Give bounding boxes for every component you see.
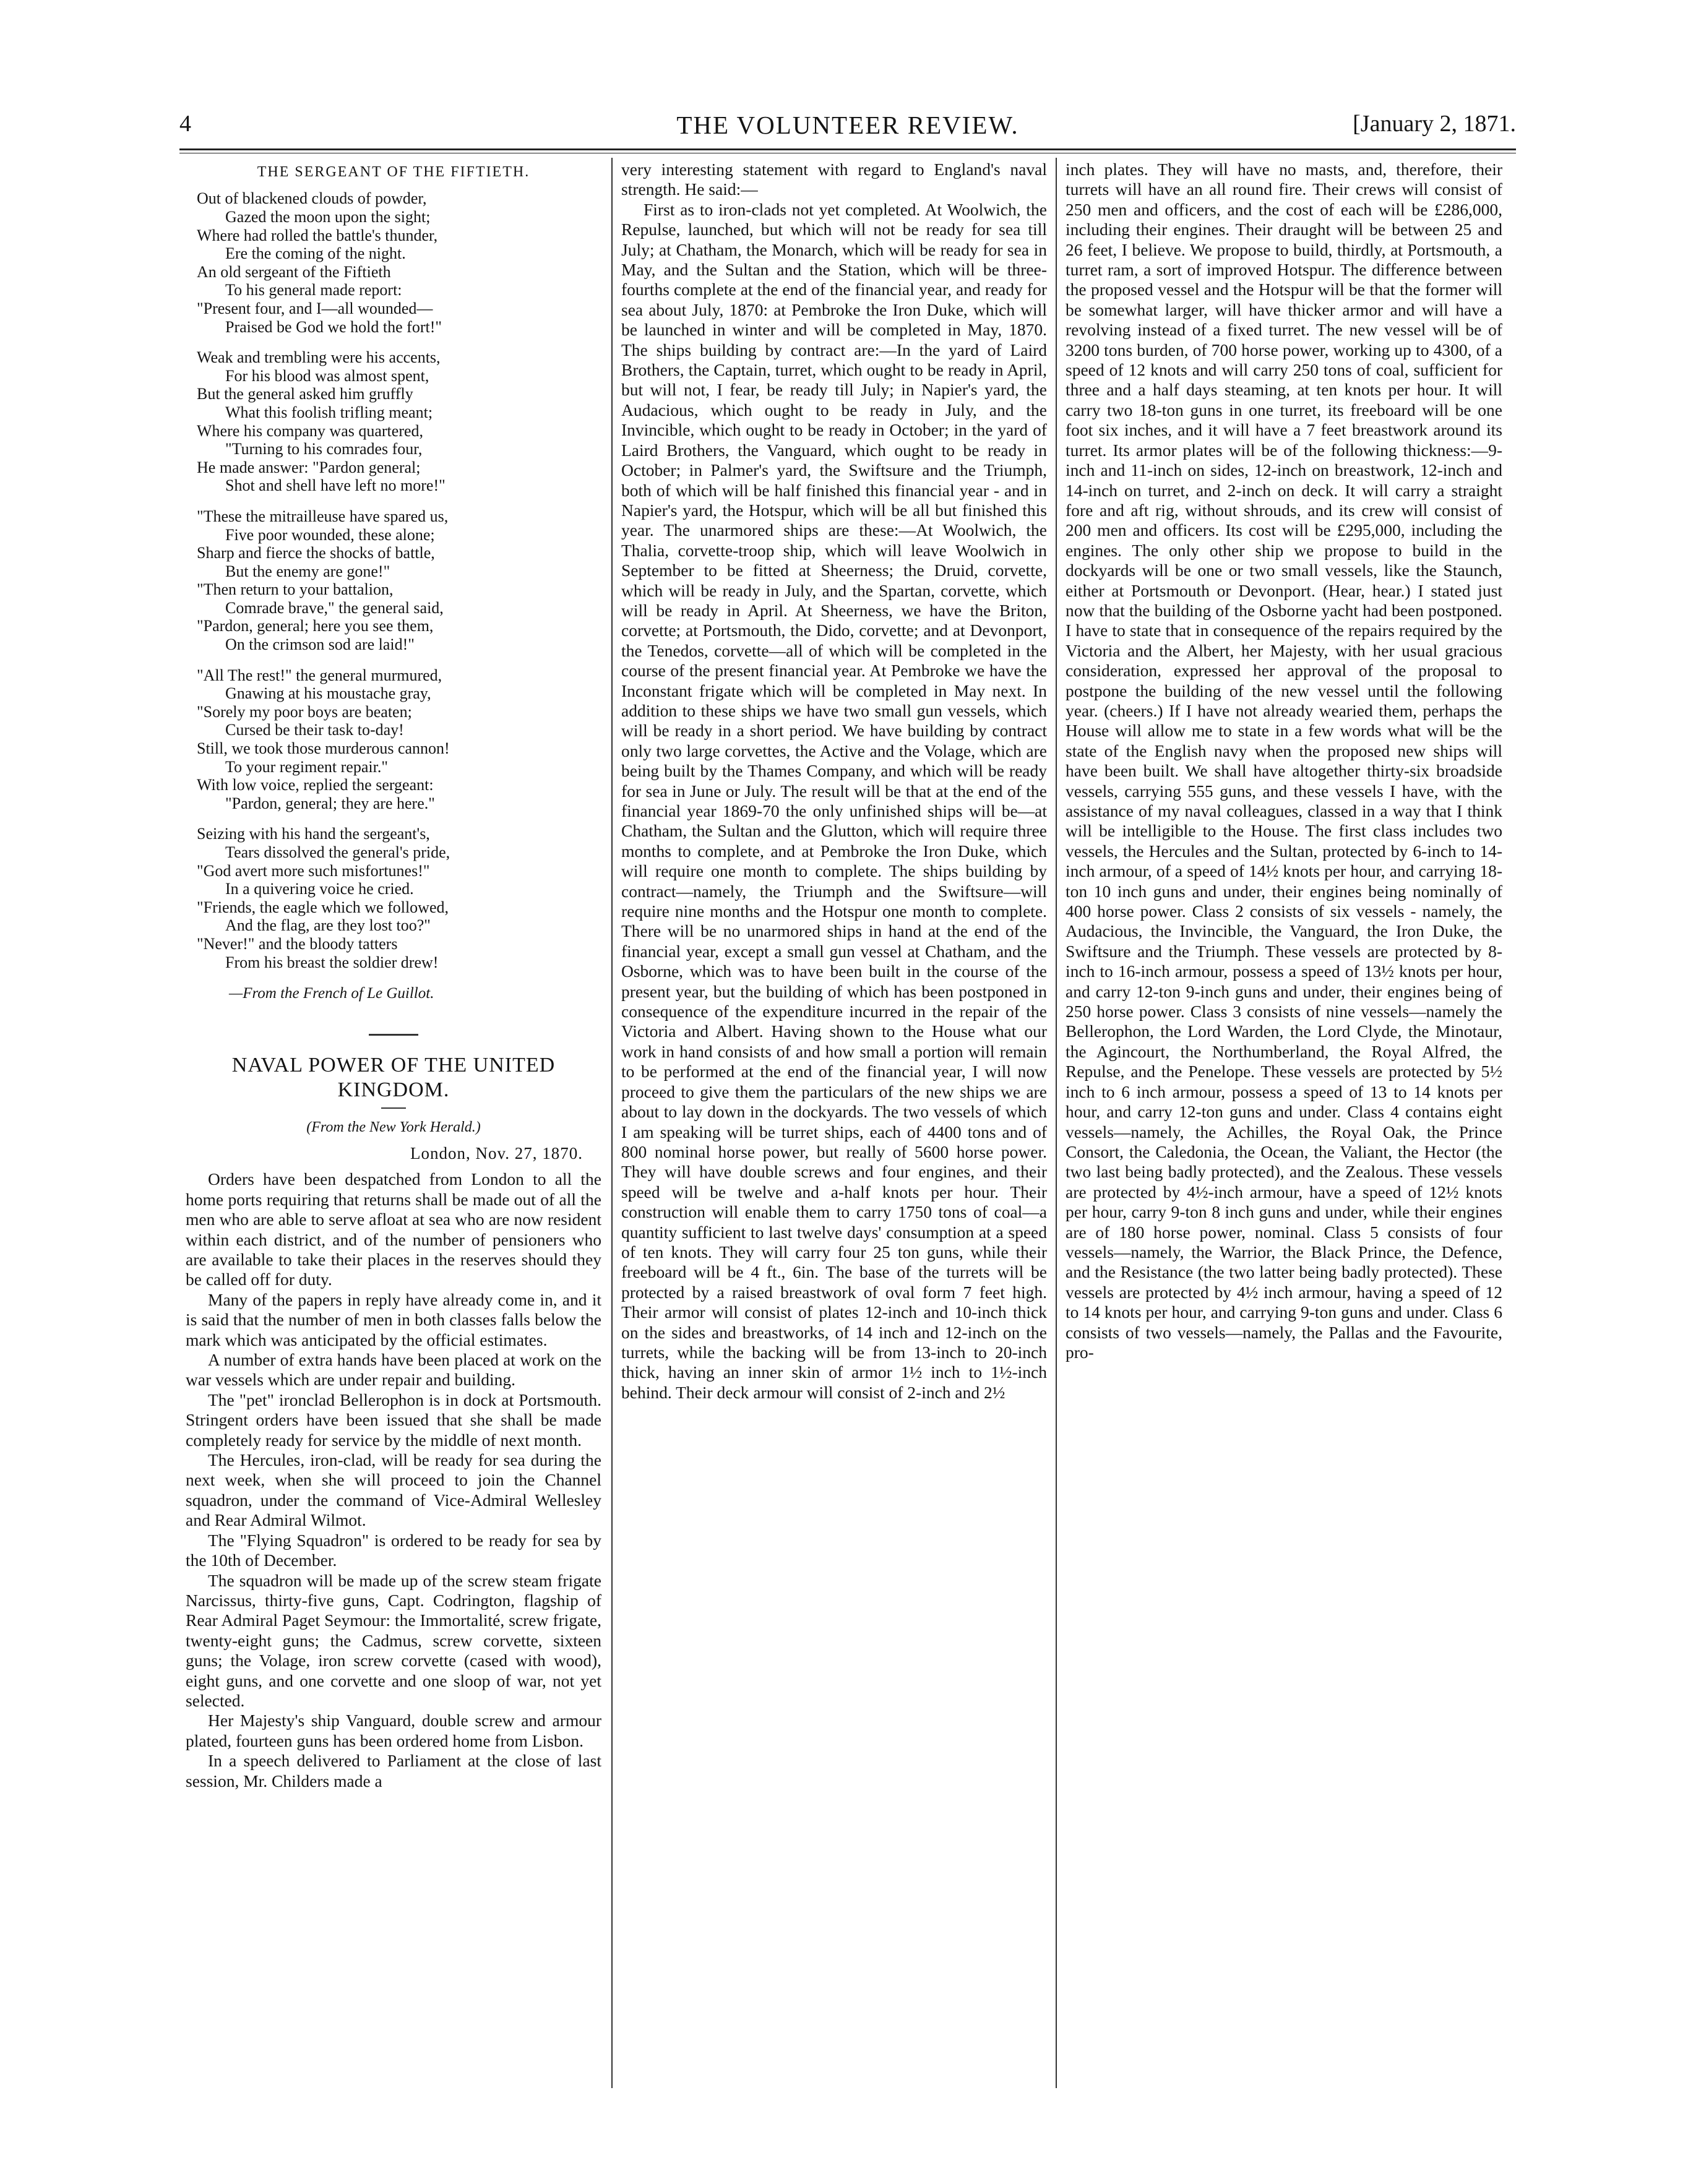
poem-line: Cursed be their task to-day! (225, 721, 404, 739)
poem-line: "Pardon, general; here you see them, (197, 617, 434, 635)
poem-title: THE SERGEANT OF THE FIFTIETH. (257, 164, 530, 180)
poem-line: With low voice, replied the sergeant: (197, 776, 434, 794)
poem-line: "God avert more such misfortunes!" (197, 861, 430, 880)
poem-line: On the crimson sod are laid!" (225, 635, 415, 654)
poem-line: In a quivering voice he cried. (225, 880, 414, 898)
issue-date: [January 2, 1871. (1353, 111, 1516, 137)
poem-stanza-2 (197, 348, 601, 495)
article-paragraph: Orders have been despatched from London to all the home ports requiring that returns shall be made out of all the men who are able to serve afloat at sea who are now resident within each district, and of the number of pensioners who are available to take their places in the reserves should they be called off for duty. (186, 1169, 601, 1289)
poem-line: Seizing with his hand the sergeant's, (197, 825, 430, 843)
article-paragraph-continued: very interesting statement with regard to England's naval strength. He said:— (621, 160, 1047, 199)
article-paragraph: In a speech delivered to Parliament at the close of last session, Mr. Childers made a (186, 1751, 601, 1791)
poem-line: To his general made report: (225, 281, 402, 299)
column-divider-1 (611, 158, 613, 2088)
poem-stanza-4 (197, 666, 601, 813)
poem-stanza-1 (197, 189, 601, 336)
poem-line: Ere the coming of the night. (225, 244, 406, 263)
poem-line: But the general asked him gruffly (197, 385, 413, 403)
article-paragraph: The squadron will be made up of the screw steam frigate Narcissus, thirty-five guns, Capt. Codrington, flagship of Rear Admiral Paget Seymour: the Immortalité, screw frigate, twenty-eight guns; the Cadmus, screw corvette, sixteen guns; the Volage, iron screw corvette (cased with wood), eight guns, and one corvette and one sloop of war, not yet selected. (186, 1570, 601, 1710)
poem-line: And the flag, are they lost too?" (225, 916, 431, 935)
poem-line: Out of blackened clouds of powder, (197, 189, 427, 208)
poem-line: "These the mitrailleuse have spared us, (197, 507, 449, 525)
section-separator (369, 1034, 418, 1036)
poem-line: An old sergeant of the Fiftieth (197, 262, 391, 281)
header-rule-thick (179, 148, 1516, 150)
poem-line: Where his company was quartered, (197, 421, 424, 440)
poem-line: Five poor wounded, these alone; (225, 525, 435, 544)
article-source: (From the New York Herald.) (306, 1119, 481, 1135)
masthead (179, 110, 1516, 147)
column-1 (186, 160, 601, 2084)
poem-line: Still, we took those murderous cannon! (197, 739, 450, 758)
poem-line: Tears dissolved the general's pride, (225, 843, 450, 861)
column-divider-2 (1056, 158, 1057, 2088)
poem-line: "Present four, and I—all wounded— (197, 299, 433, 317)
poem-stanza-5 (197, 825, 601, 971)
poem-line: "All The rest!" the general murmured, (197, 666, 442, 684)
poem-line: "Never!" and the bloody tatters (197, 934, 398, 953)
poem-line: Praised be God we hold the fort!" (225, 317, 442, 336)
poem-line: "Then return to your battalion, (197, 580, 394, 599)
poem-line: But the enemy are gone!" (225, 562, 390, 580)
poem-line: "Sorely my poor boys are beaten; (197, 702, 412, 721)
poem-line: Comrade brave," the general said, (225, 598, 444, 617)
article-title: NAVAL POWER OF THE UNITED KINGDOM. (231, 1053, 556, 1101)
column-3 (1066, 160, 1502, 2084)
poem-line: "Friends, the eagle which we followed, (197, 898, 449, 916)
article-paragraph: First as to iron-clads not yet completed. At Woolwich, the Repulse, launched, but which will not be ready for sea till July; at Chatham, the Monarch, which will be ready for sea in May, and the Sultan and the Station, which will be three-fourths complete at the end of the financial year, and ready for sea about July, 1870: at Pembroke the Iron Duke, which will be launched in winter and will be completed in May, 1870. The ships building by contract are:—In the yard of Laird Brothers, the Captain, turret, which ought to be ready in April, but will not, I fear, be ready till July; in Napier's yard, the Audacious, which ought to be ready in July, and the Invincible, which ought to be ready in October; in the yard of Laird Brothers, the Vanguard, which ought to be ready in October; in Palmer's yard, the Swiftsure and the Triumph, both of which will be half finished this financial year - and in Napier's yard, the Hotspur, which will be all but finished this year. The unarmored ships are these:—At Woolwich, the Thalia, corvette-troop ship, which will leave Woolwich in September to be fitted at Sheerness; the Druid, corvette, which will be ready in July, and the Spartan, corvette, which will be ready in April. At Sheerness, we have the Briton, corvette; at Portsmouth, the Dido, corvette; and at Devonport, the Tenedos, corvette—all of which will be completed in the course of the present financial year. At Pembroke we have the Inconstant frigate which will be completed in May next. In addition to these ships we have two small gun vessels, which will be ready in a short period. We have building by contract only two large corvettes, the Active and the Volage, which are being built by the Thames Company, and which will be ready for sea in June or July. The result will be that at the end of the financial year 1869-70 the only unfinished ships will be—at Chatham, the Sultan and the Glutton, which will require three months to complete, and at Pembroke the Iron Duke, which will require one month to complete. The ships building by contract—namely, the Triumph and the Swiftsure—will require nine months and the Hotspur one month to complete. There will be no unarmored ships in hand at the end of the financial year, except a small gun vessel at Chatham, and the Osborne, which was to have been built in the course of the present year, but the building of which has been postponed in consequence of the expenditure incurred in the repair of the Victoria and Albert. Having shown to the House what our work in hand consists of and how small a portion will remain to be performed at the end of the financial year, I will now proceed to give them the particulars of the new ships we are about to lay down in the dockyards. The two vessels of which I am speaking will be turret ships, each of 4400 tons and of 800 nominal horse power, but really of 5600 horse power. They will have double screws and four engines, and their speed will be twelve and a-half knots per hour. Their construction will enable them to carry 1750 tons of coal—a quantity sufficient to last twelve days' consumption at a speed of ten knots. They will carry four 25 ton guns, while their freeboard will be 4 ft., 6in. The base of the turrets will be protected by a raised breastwork of oval form 7 feet high. Their armor will consist of plates 12-inch and 10-inch thick on the sides and breastworks, of 14 inch and 12-inch on the turrets, while the backing will be from 13-inch to 20-inch thick, having an inner skin of armor 1½ inch to 1½-inch behind. Their deck armour will consist of 2-inch and 2½ (621, 199, 1047, 1402)
poem-line: For his blood was almost spent, (225, 366, 429, 385)
poem-stanza-3 (197, 507, 601, 654)
poem-line: "Turning to his comrades four, (225, 440, 423, 458)
newspaper-title: THE VOLUNTEER REVIEW. (676, 111, 1019, 139)
poem-line: Gnawing at his moustache gray, (225, 684, 431, 703)
column-2 (621, 160, 1047, 2084)
article-paragraph: The "Flying Squadron" is ordered to be ready for sea by the 10th of December. (186, 1530, 601, 1570)
page-number: 4 (179, 111, 191, 137)
article-paragraph: Her Majesty's ship Vanguard, double screw and armour plated, fourteen guns has been ordered home from Lisbon. (186, 1711, 601, 1750)
poem-line: Sharp and fierce the shocks of battle, (197, 544, 435, 562)
article-paragraph: Many of the papers in reply have already come in, and it is said that the number of men in both classes falls below the mark which was anticipated by the official estimates. (186, 1289, 601, 1349)
article-paragraph: A number of extra hands have been placed at work on the war vessels which are under repair and building. (186, 1350, 601, 1390)
poem-line: Weak and trembling were his accents, (197, 348, 441, 367)
poem-line: What this foolish trifling meant; (225, 403, 433, 421)
poem-line: "Pardon, general; they are here." (225, 794, 435, 812)
poem-line: Where had rolled the battle's thunder, (197, 226, 438, 244)
article-paragraph: The "pet" ironclad Bellerophon is in dock at Portsmouth. Stringent orders have been issued that she shall be made completely ready for service by the middle of next month. (186, 1390, 601, 1450)
title-rule (381, 1107, 406, 1109)
poem-line: He made answer: "Pardon general; (197, 458, 421, 476)
article-paragraph: The Hercules, iron-clad, will be ready for sea during the next week, when she will proceed to join the Channel squadron, under the command of Vice-Admiral Wellesley and Rear Admiral Wilmot. (186, 1450, 601, 1530)
poem-line: From his breast the soldier drew! (225, 953, 439, 971)
poem-line: To your regiment repair." (225, 757, 388, 776)
article-dateline: London, Nov. 27, 1870. (410, 1143, 583, 1163)
poem-line: Shot and shell have left no more!" (225, 476, 446, 495)
poem-attribution: —From the French of Le Guillot. (229, 985, 434, 1002)
poem-line: Gazed the moon upon the sight; (225, 208, 431, 226)
article-paragraph-continued: inch plates. They will have no masts, and, therefore, their turrets will have an all round fire. Their crews will consist of 250 men and officers, and the cost of each will be £286,000, including their engines. Their draught will be between 25 and 26 feet, I believe. We propose to build, thirdly, at Portsmouth, a turret ram, a sort of improved Hotspur. The difference between the proposed vessel and the Hotspur will be that the former will be somewhat larger, will have thicker armor and will have a revolving instead of a fixed turret. The new vessel will be of 3200 tons burden, of 700 horse power, working up to 4300, of a speed of 12 knots and will carry 250 tons of coal, sufficient for three and a half days steaming, at ten knots per hour. It will carry two 18-ton guns in one turret, its freeboard will be one foot six inches, and it will have a 7 feet breastwork around its turret. Its armor plates will be of the following thickness:—9-inch and 11-inch on sides, 12-inch on breastwork, 12-inch and 14-inch on turret, and 2-inch on deck. It will carry a straight fore and aft rig, without shrouds, and its crew will consist of 200 men and officers. Its cost will be £295,000, including the engines. The only other ship we propose to build in the dockyards will be one or two small vessels, like the Staunch, either at Portsmouth or Devonport. (Hear, hear.) I stated just now that the building of the Osborne yacht had been postponed. I have to state that in consequence of the repairs required by the Victoria and the Albert, her Majesty, with her usual gracious consideration, expressed her approval of the proposal to postpone the building of the new vessel until the following year. (cheers.) If I have not already wearied them, perhaps the House will allow me to state in a few words what will be the state of the English navy when the proposed new ships will have been built. We shall have altogether thirty-six broadside vessels, carrying 555 guns, and these vessels I have, with the assistance of my naval colleagues, classed in a way that I think will be intelligible to the House. The first class includes two vessels, the Hercules and the Sultan, protected by 6-inch to 14-inch armour, of a speed of 14½ knots per hour, and carrying 18-ton 10 inch guns and under, their engines being nominally of 400 horse power. Class 2 consists of six vessels - namely, the Audacious, the Invincible, the Vanguard, the Iron Duke, the Swiftsure and the Triumph. These vessels are protected by 8-inch to 16-inch armour, possess a speed of 13½ knots per hour, and carry 12-ton 9-inch guns and under, their engines being of 250 horse power. Class 3 consists of nine vessels—namely the Bellerophon, the Lord Warden, the Lord Clyde, the Minotaur, the Agincourt, the Northumberland, the Royal Alfred, the Repulse, and the Penelope. These vessels are protected by 5½ inch to 6 inch armour, possess a speed of 13 to 14 knots per hour, and carry 12-ton guns and under. Class 4 contains eight vessels—namely, the Achilles, the Royal Oak, the Prince Consort, the Caledonia, the Ocean, the Valiant, the Hector (the two last being badly protected), and the Zealous. These vessels are protected by 4½-inch armour, have a speed of 12½ knots per hour, carry 9-ton 8 inch guns and under, while their engines are of 180 horse power, nominal. Class 5 consists of four vessels—namely, the Warrior, the Black Prince, the Defence, and the Resistance (the two latter being badly protected). These vessels are protected by 4½ inch armour, having a speed of 12 to 14 knots per hour, and carrying 9-ton guns and under. Class 6 consists of two vessels—namely, the Pallas and the Favourite, pro- (1066, 160, 1502, 1362)
